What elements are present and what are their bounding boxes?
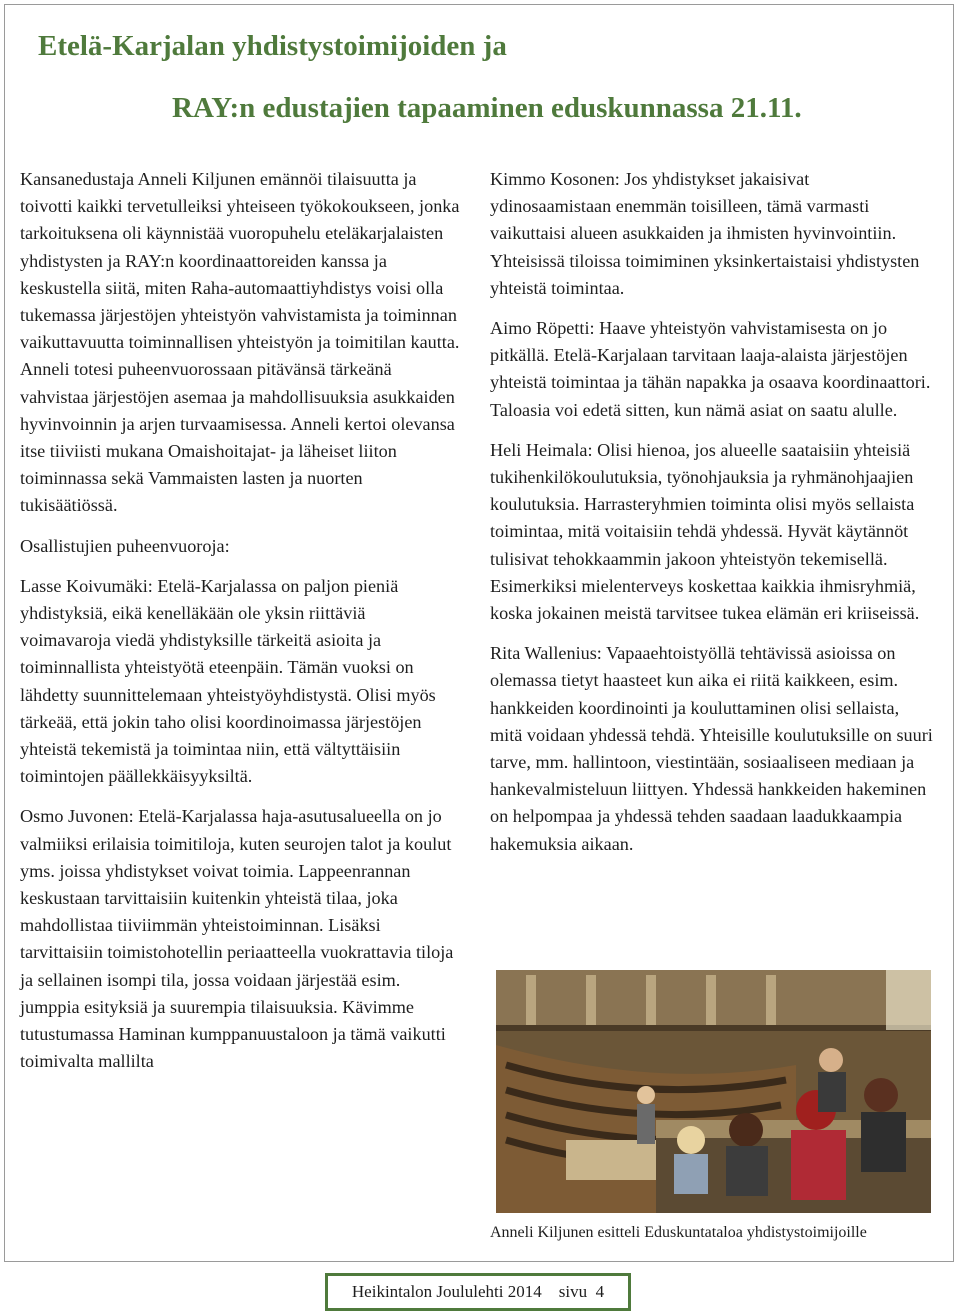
left-column xyxy=(20,166,460,1089)
intro-paragraph: Kansanedustaja Anneli Kiljunen emännöi tilaisuutta ja toivotti kaikki tervetulleiksi yhteiseen työkokoukseen, jonka tarkoituksena oli käynnistää vuoropuhelu eteläkarjalaisten yhdistysten ja RAY:n koordinaattoreiden kanssa ja keskustella siitä, miten Raha-automaattiyhdistys voisi olla tukemassa järjestöjen yhteistyön vahvistamista ja toiminnan vaikuttavuutta toiminnallisen yhteistyön ja toimitilan kautta. Anneli totesi puheenvuorossaan pitävänsä tärkeänä vahvistaa järjestöjen asemaa ja mahdollisuuksia asukkaiden hyvinvoinnin ja arjen turvaamisessa. Anneli kertoi olevansa itse tiiviisti mukana Omaishoitajat- ja läheiset liiton toiminnassa sekä Vammaisten lasten ja nuorten tukisäätiössä. xyxy=(20,169,460,516)
paragraph-heli-heimala: Heli Heimala: Olisi hienoa, jos alueelle saataisiin yhteisiä tukihenkilökoulutuksia, työnohjauksia ja ryhmänohjaajien koulutuksia. Harrasteryhmien toiminta olisi myös sellaista toimintaa, mitä voitaisiin tehdä yhdessä. Hyvät käytännöt tulisivat tehokkaammin jakoon yhteistyön tekemisellä. Esimerkiksi mielenterveys koskettaa kaikkia ihmisryhmiä, koska jokainen meistä tarvitsee tukea elämän eri kriiseissä. xyxy=(490,439,920,624)
paragraph-aimo-ropetti: Aimo Röpetti: Haave yhteistyön vahvistamisesta on jo pitkällä. Etelä-Karjalaan tarvitaan laaja-alaista järjestöjen yhteistä toimintaa ja tähän napakka ja osaava koordinaattori. Taloasia voi edetä sitten, kun nämä asiat on saatu alulle. xyxy=(490,318,931,420)
photo-caption: Anneli Kiljunen esitteli Eduskuntataloa yhdistystoimijoille xyxy=(490,1224,867,1241)
footer-publication: Heikintalon Joululehti 2014 xyxy=(351,1282,542,1301)
paragraph-kimmo-kosonen: Kimmo Kosonen: Jos yhdistykset jakaisivat ydinosaamistaan enemmän toisilleen, tämä varmasti vaikuttaisi alueen asukkaiden ja ihmisten hyvinvointiin. Yhteisissä tiloissa toimiminen yksinkertaistaisi yhdistysten yhteistä toimintaa. xyxy=(490,169,920,298)
article-title-line-1: Etelä-Karjalan yhdistystoimijoiden ja xyxy=(38,30,507,62)
speakers-heading: Osallistujien puheenvuoroja: xyxy=(20,535,230,556)
article-title-line-2: RAY:n edustajien tapaaminen eduskunnassa 21.11. xyxy=(172,92,802,124)
right-column xyxy=(490,166,935,871)
paragraph-osmo-juvonen: Osmo Juvonen: Etelä-Karjalassa haja-asutusalueella on jo valmiiksi erilaisia toimitiloja, kuten seurojen talot ja koulut yms. joissa yhdistykset voivat toimia. Lappeenrannan keskustaan tarvittaisiin kuitenkin yhteistä tilaa, joka mahdollistaa tiiviimmän yhteistoiminnan. Lisäksi tarvittaisiin toimistohotellin periaatteella vuokrattavia tiloja ja sellainen isompi tila, jossa voidaan järjestää esim. jumppia esityksiä ja suurempia tilaisuuksia. Kävimme tutustumassa Haminan kumppanuustaloon ja tämä vaikutti toimivalta mallilta xyxy=(20,806,454,1072)
paragraph-lasse-koivumaki: Lasse Koivumäki: Etelä-Karjalassa on paljon pieniä yhdistyksiä, eikä kenelläkään ole yksin riittäviä voimavaroja viedä yhdistyksille tärkeitä asioita ja toiminnallista yhteistyötä eteenpäin. Tämän vuoksi on lähdetty suunnittelemaan yhteistyöyhdistystä. Olisi myös tärkeää, että jokin taho olisi koordinoimassa järjestöjen yhteistä tekemistä ja toimintaa niin, että vältyttäisiin toimintojen päällekkäisyyksiltä. xyxy=(20,575,436,787)
footer-page-number: sivu 4 xyxy=(558,1282,605,1301)
parliament-hall-photo xyxy=(496,970,931,1213)
paragraph-rita-wallenius: Rita Wallenius: Vapaaehtoistyöllä tehtävissä asioissa on olemassa tietyt haasteet kun aika ei riitä kaikkeen, esim. hankkeiden koordinointi ja kouluttaminen olisi sellaista, mitä voidaan yhdessä tehdä. Yhteisille koulutuksille on suuri tarve, mm. hallintoon, viestintään, sosiaaliseen mediaan ja hankevalmisteluun liittyen. Yhdessä hankkeiden hakeminen on helpompaa ja yhdessä tehden saadaan laadukkaampia hakemuksia aikaan. xyxy=(490,643,933,854)
page-footer xyxy=(325,1273,631,1311)
photo-illustration xyxy=(496,970,931,1213)
